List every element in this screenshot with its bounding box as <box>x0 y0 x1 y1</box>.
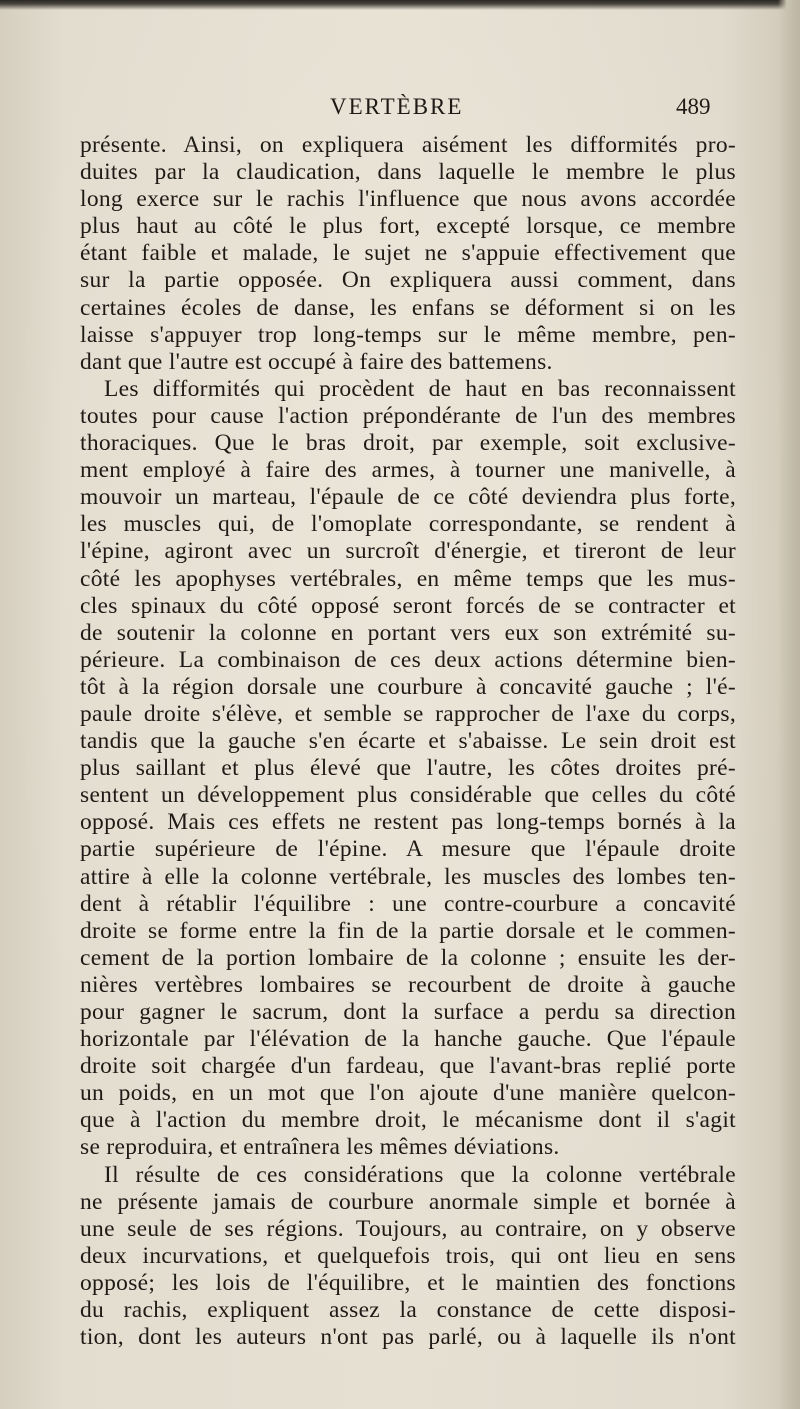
text-line: plus saillant et plus élevé que l'autre, les côtes droites pré- <box>80 755 736 782</box>
text-line: opposé. Mais ces effets ne restent pas long-temps bornés à la <box>80 809 736 836</box>
running-head <box>70 94 740 130</box>
text-line: que à l'action du membre droit, le mécanisme dont il s'agit <box>80 1107 736 1134</box>
text-line: dent à rétablir l'équilibre : une contre-courbure a concavité <box>80 890 736 917</box>
text-line: pour gagner le sacrum, dont la surface a perdu sa direction <box>80 999 736 1025</box>
body-text <box>80 132 736 1351</box>
text-line: un poids, en un mot que l'on ajoute d'une manière quelcon- <box>80 1080 736 1107</box>
text-line: présente. Ainsi, on expliquera aisément les difformités pro- <box>80 132 736 158</box>
text-line: cles spinaux du côté opposé seront forcés de se contracter et <box>80 592 736 619</box>
text-line: l'épine, agiront avec un surcroît d'énergie, et tireront de leur <box>80 538 736 565</box>
text-line: duites par la claudication, dans laquelle le membre le plus <box>80 159 736 186</box>
text-line: côté les apophyses vertébrales, en même temps que les mus- <box>80 565 736 592</box>
text-line: long exerce sur le rachis l'influence que nous avons accordée <box>80 186 736 213</box>
text-line: tandis que la gauche s'en écarte et s'abaisse. Le sein droit est <box>80 728 736 755</box>
page-top-edge <box>0 0 800 10</box>
text-line: toutes pour cause l'action prépondérante de l'un des membres <box>80 402 736 429</box>
text-line: cement de la portion lombaire de la colonne ; ensuite les der- <box>80 944 736 971</box>
text-line: de soutenir la colonne en portant vers eux son extrémité su- <box>80 619 736 646</box>
text-line: droite se forme entre la fin de la partie dorsale et le commen- <box>80 917 736 944</box>
text-line: deux incurvations, et quelquefois trois, qui ont lieu en sens <box>80 1242 736 1269</box>
text-line: tôt à la région dorsale une courbure à concavité gauche ; l'é- <box>80 673 736 700</box>
text-line: attire à elle la colonne vertébrale, les muscles des lombes ten- <box>80 863 736 890</box>
text-line: sur la partie opposée. On expliquera aussi comment, dans <box>80 267 736 294</box>
text-line: ne présente jamais de courbure anormale simple et bornée à <box>80 1188 736 1215</box>
text-line: certaines écoles de danse, les enfans se déforment si on les <box>80 294 736 321</box>
text-line: sentent un développement plus considérable que celles du côté <box>80 782 736 809</box>
text-line: ment employé à faire des armes, à tourner une manivelle, à <box>80 457 736 484</box>
text-line: se reproduira, et entraînera les mêmes déviations. <box>80 1134 560 1161</box>
text-line: étant faible et malade, le sujet ne s'appuie effectivement que <box>80 240 736 267</box>
text-line: plus haut au côté le plus fort, excepté lorsque, ce membre <box>80 213 736 240</box>
text-line: Il résulte de ces considérations que la colonne vertébrale <box>104 1161 736 1188</box>
text-line: droite soit chargée d'un fardeau, que l'avant-bras replié porte <box>80 1053 736 1080</box>
text-line: dant que l'autre est occupé à faire des battemens. <box>80 348 553 375</box>
text-line: thoraciques. Que le bras droit, par exemple, soit exclusive- <box>80 430 736 457</box>
page-right-edge <box>778 0 800 1409</box>
text-line: une seule de ses régions. Toujours, au contraire, on y observe <box>80 1215 736 1242</box>
text-line: du rachis, expliquent assez la constance de cette disposi- <box>80 1297 736 1324</box>
running-head-title: VERTÈBRE <box>330 94 464 119</box>
text-line: mouvoir un marteau, l'épaule de ce côté deviendra plus forte, <box>80 484 736 511</box>
page-number: 489 <box>676 94 711 119</box>
text-line: périeure. La combinaison de ces deux actions détermine bien- <box>80 646 736 673</box>
text-line: nières vertèbres lombaires se recourbent de droite à gauche <box>80 971 736 998</box>
text-line: horizontale par l'élévation de la hanche gauche. Que l'épaule <box>80 1026 736 1053</box>
text-line: tion, dont les auteurs n'ont pas parlé, ou à laquelle ils n'ont <box>80 1324 736 1351</box>
text-line: paule droite s'élève, et semble se rapprocher de l'axe du corps, <box>80 700 736 727</box>
text-line: les muscles qui, de l'omoplate correspondante, se rendent à <box>80 511 736 538</box>
text-line: Les difformités qui procèdent de haut en bas reconnaissent <box>104 375 736 402</box>
text-line: partie supérieure de l'épine. A mesure que l'épaule droite <box>80 836 736 863</box>
text-line: opposé; les lois de l'équilibre, et le maintien des fonctions <box>80 1269 736 1296</box>
text-line: laisse s'appuyer trop long-temps sur le même membre, pen- <box>80 321 736 348</box>
